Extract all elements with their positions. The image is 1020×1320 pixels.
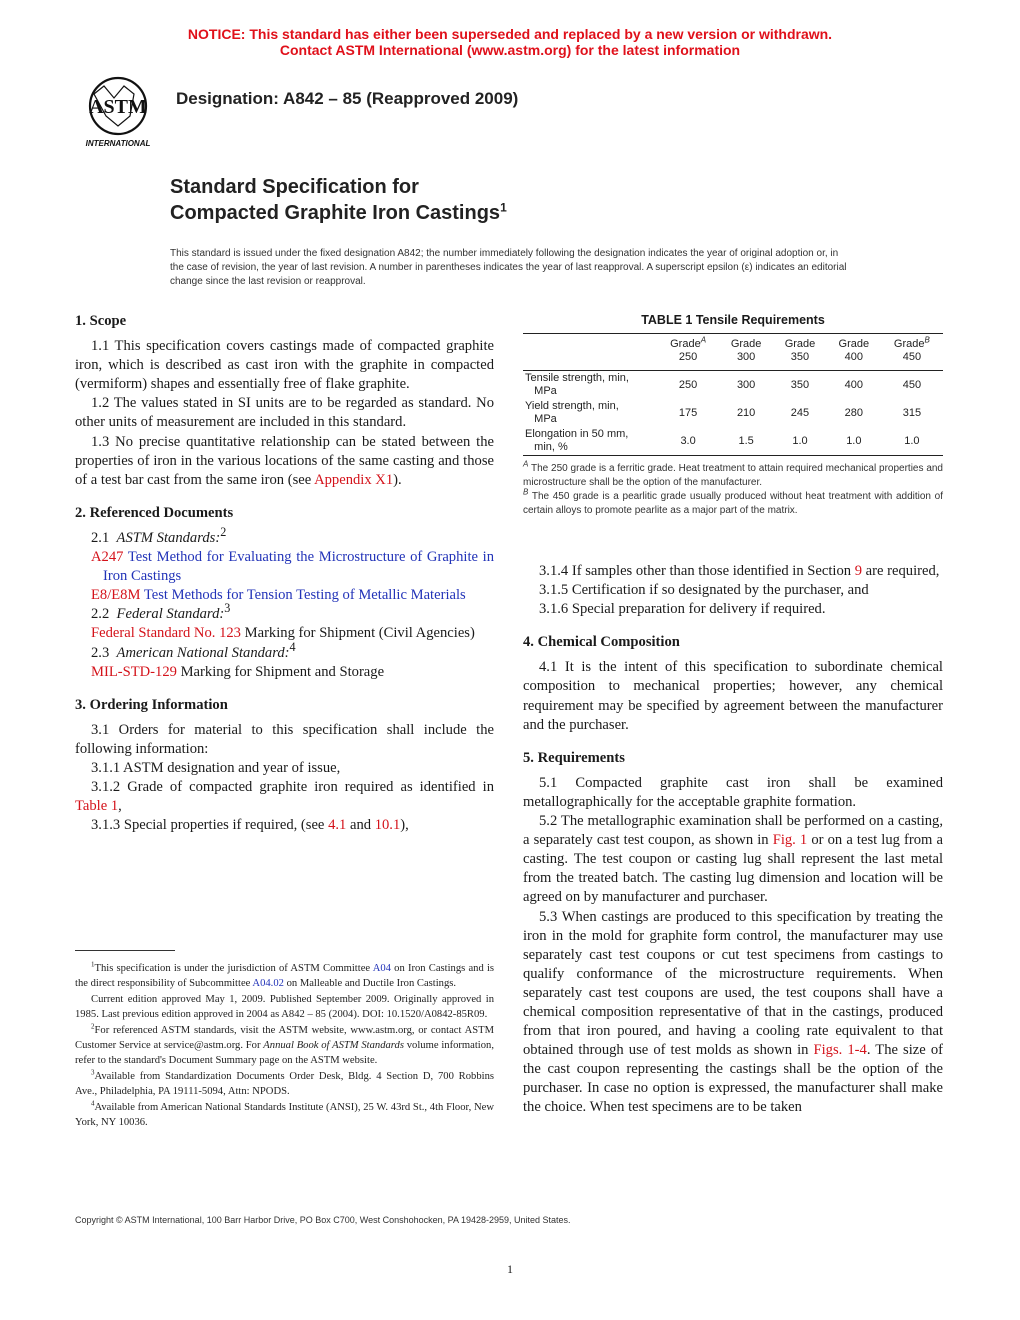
logo-subtitle: INTERNATIONAL xyxy=(85,139,151,148)
header-grade-250: Grade$^A$ 250 xyxy=(657,334,719,371)
ref-mil-std-link[interactable]: MIL-STD-129 xyxy=(91,663,177,680)
section-3-heading: 3. Ordering Information xyxy=(75,696,228,713)
footnote-2: $^2$For referenced ASTM standards, visit the ASTM website, www.astm.org, or contact ASTM Customer Service at service@astm.org. For Annual Book of ASTM Standards volume information, refer to the standard's Document Summary page on the ASTM website. xyxy=(75,1022,494,1067)
table-footnote-a: $^A$ The 250 grade is a ferritic grade. Heat treatment to attain required mechanical properties and microstructure shall be the option of the manufacturer. xyxy=(523,459,943,488)
section-2-heading: 2. Referenced Documents xyxy=(75,504,234,521)
logo-lettering: ASTM xyxy=(89,96,147,118)
table-cell: 450 xyxy=(902,378,922,391)
appendix-x1-link[interactable]: Appendix X1 xyxy=(314,471,394,488)
table-cell: 300 xyxy=(736,378,756,391)
header-grade-450: Grade$^B$ 450 xyxy=(881,334,943,371)
para-3-1-2: 3.1.2 Grade of compacted graphite iron required as identified in Table 1, xyxy=(75,779,494,815)
header-grade-350: Grade 350 xyxy=(773,334,827,371)
para-5-1: 5.1 Compacted graphite cast iron shall be examined metallographically for the acceptable graphite formation. xyxy=(523,774,943,810)
section-4-1-link[interactable]: 4.1 xyxy=(328,817,347,834)
row-label: Yield strength, min, MPa xyxy=(525,400,619,425)
para-3-1-6: 3.1.6 Special preparation for delivery if required. xyxy=(539,601,826,618)
footnote-3: $^3$Available from Standardization Documents Order Desk, Bldg. 4 Section D, 700 Robbins Ave., Philadelphia, PA 19111-5094, Attn: NPODS. xyxy=(75,1068,494,1098)
para-5-2: 5.2 The metallographic examination shall be performed on a casting, a separately cast test coupon, as shown in Fig. 1 or on a test lug from a casting. The test coupon or casting lug shall represent the last metal from the treated batch. The casting lug dimension and location will be agreed on by manufacturer and purchaser. xyxy=(523,813,944,906)
tensile-requirements-table xyxy=(523,333,943,456)
section-10-1-link[interactable]: 10.1 xyxy=(374,817,401,834)
header-grade-300: Grade 300 xyxy=(719,334,773,371)
table-1-link[interactable]: Table 1 xyxy=(75,798,119,815)
table-cell: 250 xyxy=(678,378,698,391)
ref-a247-link[interactable]: A247 xyxy=(91,549,124,566)
reference-e8: E8/E8M Test Methods for Tension Testing of Metallic Materials xyxy=(91,587,466,604)
row-label: Tensile strength, min, MPa xyxy=(525,372,629,397)
footnote-4: $^4$Available from American National Standards Institute (ANSI), 25 W. 43rd St., 4th Floor, New York, NY 10036. xyxy=(75,1099,494,1129)
table-cell: 175 xyxy=(678,406,698,419)
table-footnotes xyxy=(523,459,943,518)
header-grade-400: Grade 400 xyxy=(827,334,881,371)
footnotes xyxy=(75,961,494,1130)
left-column xyxy=(75,312,494,835)
ref-fed-std-link[interactable]: Federal Standard No. 123 xyxy=(91,625,241,642)
table-cell: 210 xyxy=(736,406,756,419)
section-5-heading: 5. Requirements xyxy=(523,749,625,766)
notice-line-2: Contact ASTM International (www.astm.org) for the latest information xyxy=(279,42,741,58)
subcommittee-a0402-link[interactable]: A04.02 xyxy=(252,978,284,990)
table-cell: 3.0 xyxy=(657,427,719,456)
para-1-2: 1.2 The values stated in SI units are to be regarded as standard. No other units of measurement are included in this standard. xyxy=(75,395,494,431)
figs-1-4-link[interactable]: Figs. 1-4 xyxy=(813,1042,867,1059)
para-2-3: 2.3 American National Standard:$^4$ xyxy=(91,639,296,661)
table-row xyxy=(523,427,943,456)
table-1 xyxy=(523,313,943,518)
copyright: Copyright © ASTM International, 100 Barr Harbor Drive, PO Box C700, West Conshohocken, PA 19428-2959, United States. xyxy=(75,1215,571,1225)
section-1-heading: 1. Scope xyxy=(75,313,127,329)
table-cell: 280 xyxy=(844,406,864,419)
table-cell: 1.0 xyxy=(881,427,943,456)
ref-e8-link[interactable]: E8/E8M xyxy=(91,587,141,604)
para-2-1: 2.1 ASTM Standards:$^2$ xyxy=(91,525,227,546)
committee-a04-link[interactable]: A04 xyxy=(372,963,391,974)
para-2-2: 2.2 Federal Standard:$^3$ xyxy=(91,601,231,623)
para-5-3: 5.3 When castings are produced to this specification by treating the iron in the mold for graphite form control, the manufacturer may use separately cast test coupons or cut test specimens from castings to qualify conformance of the microstructure requirements. When separately cast test coupons are used, the test coupons shall have a chemical composition representative of that in the castings, produced from that iron poured, and having a cooling rate equivalent to that obtained through use of test molds as shown in Figs. 1-4. The size of the cast coupon representing the castings shall be the option of the purchaser. In case no option is expressed, the manufacturer shall make the choice. When test specimens are to be taken xyxy=(523,908,943,1116)
para-1-1: 1.1 This specification covers castings made of compacted graphite iron, which is described as cast iron with the graphite in compacted (vermiform) shapes and essentially free of flake graphite. xyxy=(75,338,494,393)
para-3-1: 3.1 Orders for material to this specification shall include the following information: xyxy=(75,721,494,757)
section-9-link[interactable]: 9 xyxy=(854,563,863,579)
table-cell: 350 xyxy=(790,378,810,391)
table-row xyxy=(523,399,943,427)
astm-logo xyxy=(74,76,164,150)
preamble: This standard is issued under the fixed designation A842; the number immediately following the designation indicates the year of original adoption or, in the case of revision, the year of last revision. A number in parentheses indicates the year of last reapproval. A superscript epsilon (ε) indicates an editorial change since the last revision or reapproval. xyxy=(170,248,847,288)
notice-line-1: NOTICE: This standard has either been superseded and replaced by a new version or withdrawn. xyxy=(187,26,833,42)
para-3-1-5: 3.1.5 Certification if so designated by the purchaser, and xyxy=(539,582,869,599)
fig-1-link[interactable]: Fig. 1 xyxy=(772,832,808,849)
table-cell: 315 xyxy=(902,406,922,419)
title-footnote-mark[interactable]: 1 xyxy=(500,200,507,215)
reference-a247: A247 Test Method for Evaluating the Microstructure of Graphite in Iron Castings xyxy=(91,549,494,585)
reference-fed-std-123: Federal Standard No. 123 Marking for Shipment (Civil Agencies) xyxy=(91,625,475,642)
reference-mil-std-129: MIL-STD-129 Marking for Shipment and Storage xyxy=(91,663,385,680)
para-3-1-1: 3.1.1 ASTM designation and year of issue, xyxy=(91,759,341,776)
para-4-1: 4.1 It is the intent of this specification to subordinate chemical composition to mechanical properties; however, any chemical requirement may be specified by agreement between the manufacturer and the purchaser. xyxy=(523,659,943,733)
table-cell: 1.0 xyxy=(827,427,881,456)
table-footnote-b: $^B$ The 450 grade is a pearlitic grade usually produced without heat treatment with addition of certain alloys to promote pearlite as a major part of the matrix. xyxy=(523,487,943,516)
table-cell: 1.5 xyxy=(719,427,773,456)
para-3-1-4: 3.1.4 If samples other than those identified in Section 9 are required, xyxy=(539,563,940,579)
notice-banner xyxy=(0,26,1020,58)
designation: Designation: A842 – 85 (Reapproved 2009) xyxy=(176,89,519,108)
table-cell: 400 xyxy=(844,378,864,391)
footnote-1: $^1$This specification is under the jurisdiction of ASTM Committee A04 on Iron Castings and is the direct responsibility of Subcommittee A04.02 on Malleable and Ductile Iron Castings. xyxy=(75,960,495,990)
table-cell: 1.0 xyxy=(773,427,827,456)
table-1-caption: TABLE 1 Tensile Requirements xyxy=(641,313,825,327)
footnote-1-edition: Current edition approved May 1, 2009. Published September 2009. Originally approved in 1985. Last previous edition approved in 2004 as A842 – 85 (2004). DOI: 10.1520/A0842-85R09. xyxy=(75,993,494,1021)
table-row xyxy=(523,371,943,400)
para-3-1-3: 3.1.3 Special properties if required, (see 4.1 and 10.1), xyxy=(91,817,409,834)
title-line-1: Standard Specification for xyxy=(170,176,419,198)
page-number: 1 xyxy=(507,1262,513,1276)
right-column xyxy=(523,562,943,1118)
document-title xyxy=(170,174,507,226)
table-cell: 245 xyxy=(790,406,810,419)
section-4-heading: 4. Chemical Composition xyxy=(523,634,680,651)
para-1-3: 1.3 No precise quantitative relationship can be stated between the properties of iron in the various locations of the same casting and those of a test bar cast from the same iron (see Appendix X1). xyxy=(75,433,494,488)
row-label: Elongation in 50 mm, min, % xyxy=(523,427,657,456)
footnote-divider xyxy=(75,950,175,951)
title-line-2: Compacted Graphite Iron Castings$^1$ xyxy=(170,200,507,224)
